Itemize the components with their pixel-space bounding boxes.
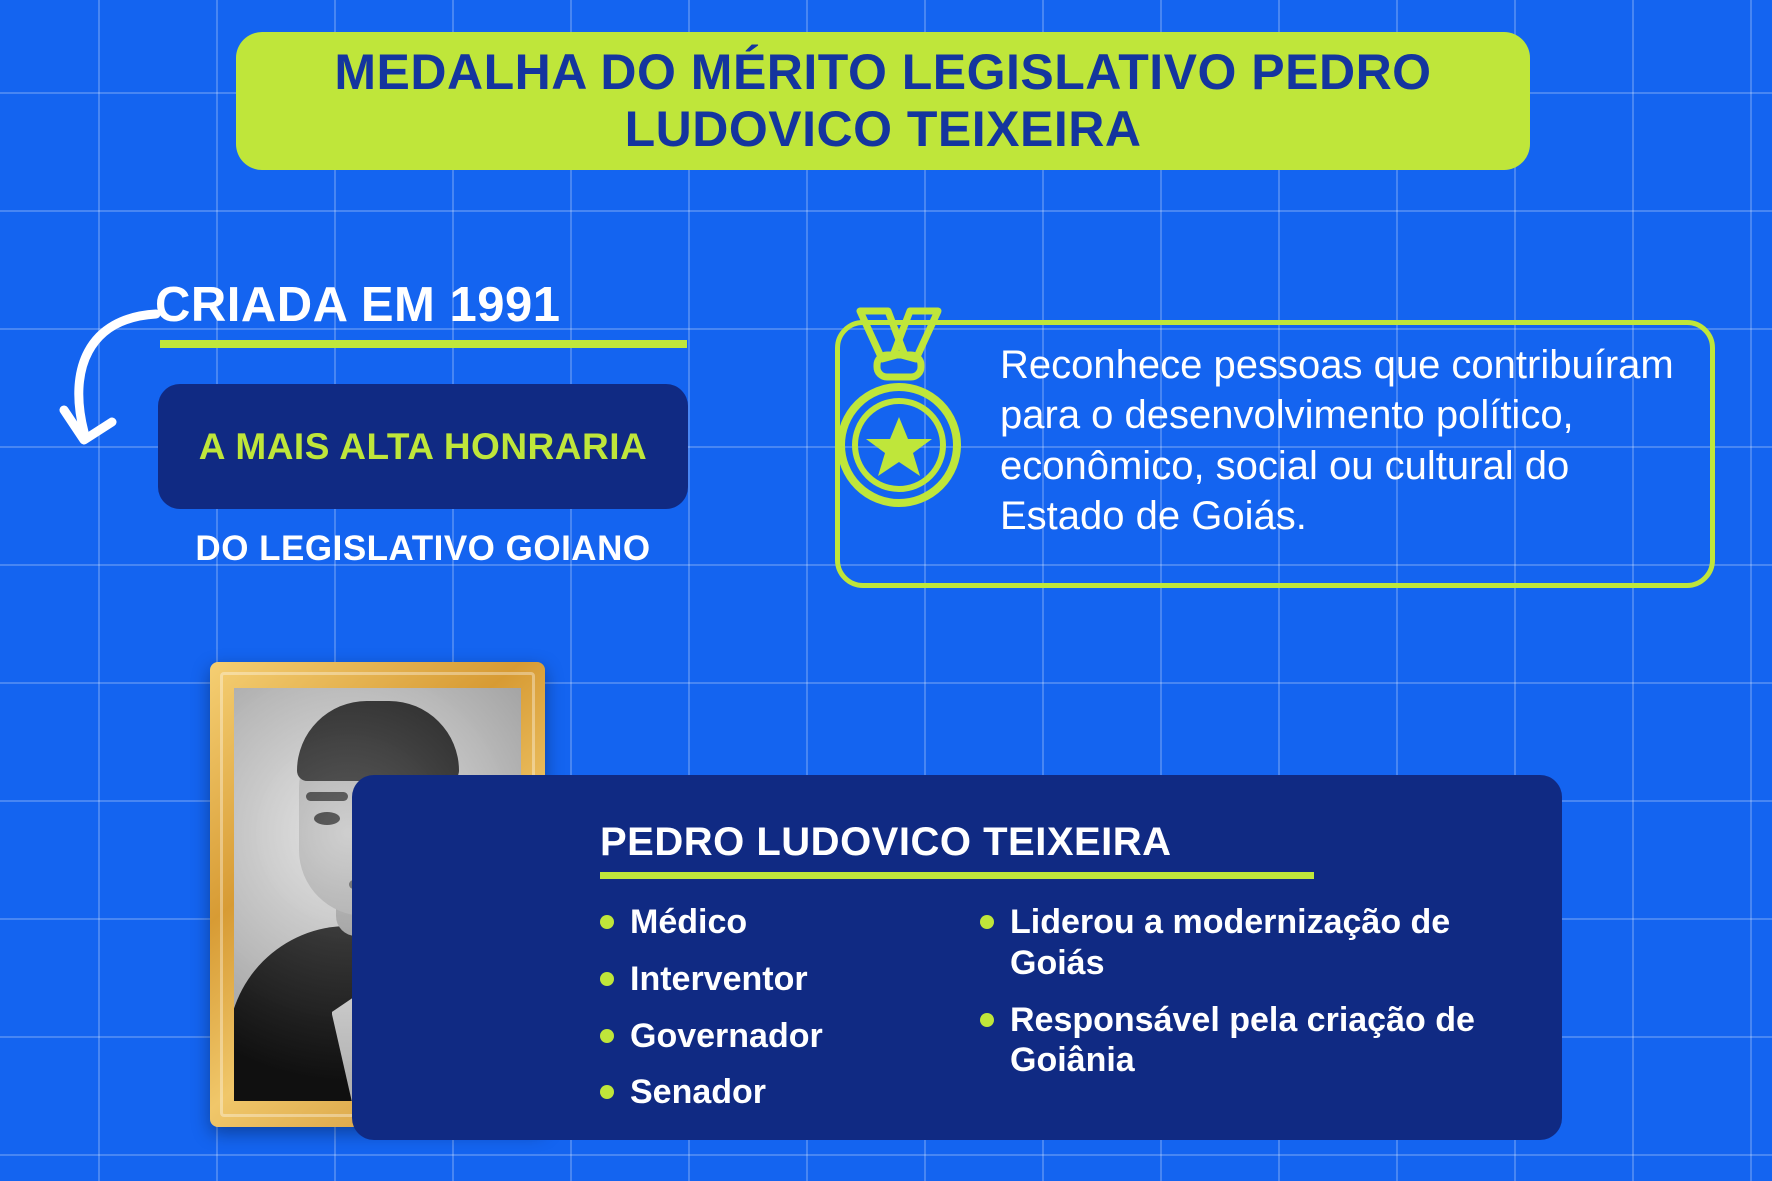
medal-description: Reconhece pessoas que contribuíram para o desenvolvimento político, econômico, social ou cultural do Estado de Goiás. [1000,343,1674,539]
highest-honor-box [158,384,688,509]
title-banner [236,32,1530,170]
bio-role-label: Senador [630,1073,767,1112]
medal-star-icon [824,305,974,520]
bio-roles-column [600,902,940,1129]
created-year-heading: CRIADA EM 1991 [155,278,561,332]
bio-name-underline [600,872,1314,879]
curved-arrow-icon [58,300,168,470]
page-title: MEDALHA DO MÉRITO LEGISLATIVO PEDRO LUDOVICO TEIXEIRA [334,43,1432,157]
bio-role-label: Médico [630,903,748,941]
list-item [600,959,940,1000]
bullet-icon [600,915,614,929]
bio-achievement-label: Responsável pela criação de Goiânia [1010,1000,1475,1080]
bullet-icon [600,1085,614,1099]
bullet-icon [600,972,614,986]
bio-role-label: Interventor [630,959,808,998]
bio-achievements-column [980,902,1520,1129]
bio-role-label: Governador [630,1016,823,1055]
bio-columns [600,902,1520,1129]
bullet-icon [980,1013,994,1027]
legislative-label: DO LEGISLATIVO GOIANO [195,529,651,568]
bio-achievement-label: Liderou a modernização de Goiás [1010,903,1451,982]
list-item [600,1072,940,1113]
created-underline [160,340,687,348]
highest-honor-label: A MAIS ALTA HONRARIA [198,425,648,467]
list-item [600,902,940,943]
bio-name: PEDRO LUDOVICO TEIXEIRA [600,820,1172,864]
bullet-icon [980,915,994,929]
bullet-icon [600,1029,614,1043]
list-item [980,902,1520,984]
list-item [600,1016,940,1057]
list-item [980,1000,1520,1082]
